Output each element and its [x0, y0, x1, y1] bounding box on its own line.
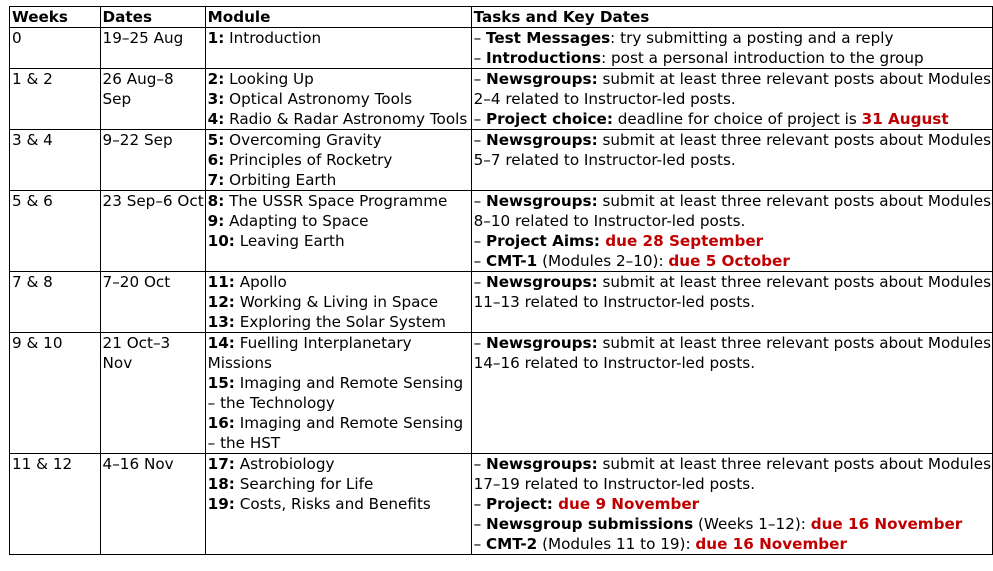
table-row: [10, 28, 993, 69]
table-row: [10, 272, 993, 333]
table-row: [10, 69, 993, 130]
header-module: Module: [205, 7, 471, 28]
task-item: – Newsgroups: submit at least three relevant posts about Modules: [473, 455, 991, 473]
table-row: [10, 130, 993, 191]
task-item: – CMT-2 (Modules 11 to 19): due 16 November: [473, 535, 847, 553]
dates-cell: 19–25 Aug: [100, 28, 205, 69]
header-dates: Dates: [100, 7, 205, 28]
module-item: 7: Orbiting Earth: [207, 171, 337, 189]
header-weeks: Weeks: [10, 7, 101, 28]
dates-cell: 9–22 Sep: [100, 130, 205, 191]
deadline-date: due 16 November: [695, 535, 847, 553]
task-item: – Newsgroup submissions (Weeks 1–12): due 16 November: [473, 515, 963, 533]
module-item: 19: Costs, Risks and Benefits: [207, 495, 431, 513]
module-cell: [205, 454, 471, 555]
dates-cell: 7–20 Oct: [100, 272, 205, 333]
weeks-cell: 11 & 12: [10, 454, 101, 555]
module-item: 18: Searching for Life: [207, 475, 374, 493]
tasks-cell: [471, 69, 992, 130]
module-item: 13: Exploring the Solar System: [207, 313, 446, 331]
module-item: 8: The USSR Space Programme: [207, 192, 448, 210]
weeks-cell: 1 & 2: [10, 69, 101, 130]
task-item-continued: 11–13 related to Instructor-led posts.: [473, 293, 756, 311]
deadline-date: due 5 October: [668, 252, 790, 270]
deadline-date: 31 August: [861, 110, 949, 128]
tasks-cell: [471, 130, 992, 191]
table-row: [10, 454, 993, 555]
task-item-continued: 2–4 related to Instructor-led posts.: [473, 90, 736, 108]
module-item: 14: Fuelling Interplanetary Missions: [207, 334, 412, 372]
module-cell: [205, 333, 471, 454]
deadline-date: due 9 November: [552, 495, 700, 513]
task-item: – Test Messages: try submitting a posting and a reply: [473, 29, 894, 47]
deadline-date: due 16 November: [810, 515, 963, 533]
module-cell: [205, 69, 471, 130]
tasks-cell: [471, 28, 992, 69]
task-item: – Project Aims: due 28 September: [473, 232, 764, 250]
module-item: 17: Astrobiology: [207, 455, 335, 473]
tasks-cell: [471, 191, 992, 272]
dates-cell: 23 Sep–6 Oct: [100, 191, 205, 272]
module-item: 5: Overcoming Gravity: [207, 131, 382, 149]
task-item-continued: 8–10 related to Instructor-led posts.: [473, 212, 746, 230]
weeks-cell: 5 & 6: [10, 191, 101, 272]
weeks-cell: 7 & 8: [10, 272, 101, 333]
task-item: – CMT-1 (Modules 2–10): due 5 October: [473, 252, 790, 270]
module-item: 2: Looking Up: [207, 70, 314, 88]
module-item: 16: Imaging and Remote Sensing – the HST: [207, 414, 464, 452]
task-item: – Project: due 9 November: [473, 495, 700, 513]
task-item: – Newsgroups: submit at least three relevant posts about Modules: [473, 334, 991, 352]
task-item: – Newsgroups: submit at least three relevant posts about Modules: [473, 273, 991, 291]
module-cell: [205, 130, 471, 191]
task-item: – Newsgroups: submit at least three relevant posts about Modules: [473, 131, 991, 149]
dates-cell: 26 Aug–8 Sep: [100, 69, 205, 130]
dates-cell: 21 Oct–3 Nov: [100, 333, 205, 454]
header-row: [10, 7, 993, 28]
table-row: [10, 333, 993, 454]
task-item-continued: 14–16 related to Instructor-led posts.: [473, 354, 756, 372]
module-item: 4: Radio & Radar Astronomy Tools: [207, 110, 468, 128]
table-row: [10, 191, 993, 272]
module-item: 11: Apollo: [207, 273, 287, 291]
weeks-cell: 3 & 4: [10, 130, 101, 191]
module-item: 6: Principles of Rocketry: [207, 151, 393, 169]
tasks-cell: [471, 454, 992, 555]
module-item: 10: Leaving Earth: [207, 232, 345, 250]
tasks-cell: [471, 333, 992, 454]
task-item: – Introductions: post a personal introduction to the group: [473, 49, 924, 67]
module-cell: [205, 191, 471, 272]
task-item-continued: 5–7 related to Instructor-led posts.: [473, 151, 736, 169]
module-cell: [205, 28, 471, 69]
task-item: – Project choice: deadline for choice of project is 31 August: [473, 110, 949, 128]
task-item-continued: 17–19 related to Instructor-led posts.: [473, 475, 756, 493]
tasks-cell: [471, 272, 992, 333]
task-item: – Newsgroups: submit at least three relevant posts about Modules: [473, 70, 991, 88]
deadline-date: due 28 September: [600, 232, 764, 250]
header-tasks: Tasks and Key Dates: [471, 7, 992, 28]
module-cell: [205, 272, 471, 333]
weeks-cell: 9 & 10: [10, 333, 101, 454]
task-item: – Newsgroups: submit at least three relevant posts about Modules: [473, 192, 991, 210]
module-item: 1: Introduction: [207, 29, 322, 47]
weeks-cell: 0: [10, 28, 101, 69]
course-schedule-table: [9, 6, 993, 555]
module-item: 3: Optical Astronomy Tools: [207, 90, 413, 108]
module-item: 15: Imaging and Remote Sensing – the Technology: [207, 374, 464, 412]
module-item: 9: Adapting to Space: [207, 212, 369, 230]
dates-cell: 4–16 Nov: [100, 454, 205, 555]
module-item: 12: Working & Living in Space: [207, 293, 439, 311]
